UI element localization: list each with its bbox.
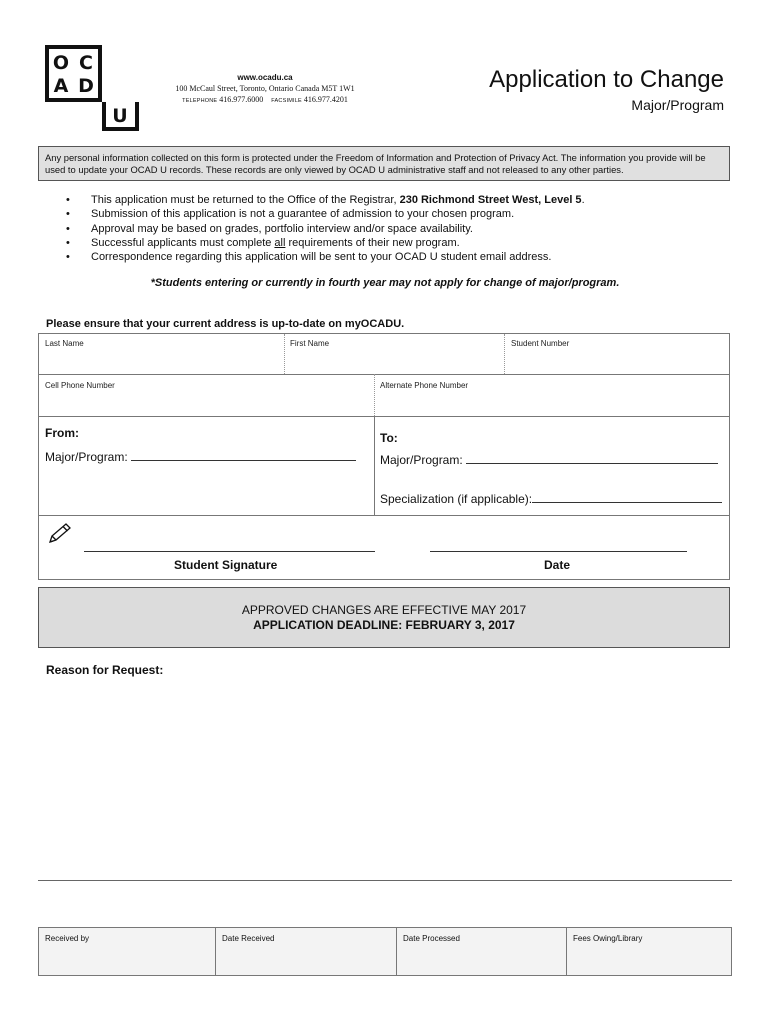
effective-date-text: APPROVED CHANGES ARE EFFECTIVE MAY 2017 bbox=[241, 603, 527, 617]
logo-letter-c: C bbox=[79, 52, 93, 74]
date-processed-label: Date Processed bbox=[403, 934, 460, 943]
bullet-text: This application must be returned to the Office of the Registrar, bbox=[91, 194, 400, 206]
divider bbox=[39, 416, 729, 417]
from-major-field[interactable] bbox=[45, 449, 356, 464]
specialization-line[interactable] bbox=[532, 491, 722, 503]
from-major-label: Major/Program: bbox=[45, 450, 132, 464]
bullet-text: Successful applicants must complete bbox=[91, 236, 275, 249]
alternate-phone-field[interactable]: Alternate Phone Number bbox=[380, 381, 469, 390]
list-item: • Approval may be based on grades, portfolio interview and/or space availability. bbox=[66, 222, 716, 236]
logo-letter-d: D bbox=[78, 75, 94, 97]
student-number-field[interactable]: Student Number bbox=[511, 339, 570, 348]
divider bbox=[284, 334, 285, 374]
student-info-form bbox=[38, 333, 730, 580]
logo-letter-o: O bbox=[52, 52, 70, 74]
divider bbox=[374, 416, 375, 515]
reason-label: Reason for Request: bbox=[46, 663, 164, 677]
list-item: • Submission of this application is not a guarantee of admission to your chosen program. bbox=[66, 207, 716, 221]
date-received-cell[interactable] bbox=[216, 928, 397, 975]
specialization-label: Specialization (if applicable): bbox=[380, 492, 533, 506]
received-by-label: Received by bbox=[45, 934, 90, 943]
deadline-text: APPLICATION DEADLINE: FEBRUARY 3, 2017 bbox=[253, 618, 515, 632]
cell-phone-field[interactable]: Cell Phone Number bbox=[45, 381, 115, 390]
phone-line bbox=[150, 94, 380, 107]
registrar-address: 230 Richmond Street West, Level 5 bbox=[399, 194, 582, 206]
logo-letter-u: U bbox=[112, 105, 128, 127]
logo-letter-a: A bbox=[53, 75, 69, 97]
reason-bottom-line bbox=[38, 880, 732, 881]
student-signature-label: Student Signature bbox=[174, 558, 278, 572]
date-received-label: Date Received bbox=[222, 934, 275, 943]
date-line[interactable] bbox=[430, 551, 687, 552]
form-title bbox=[489, 66, 724, 114]
street-address: 100 McCaul Street, Toronto, Ontario Canada M5T 1W1 bbox=[175, 84, 355, 93]
office-use-table bbox=[38, 927, 732, 976]
signature-line[interactable] bbox=[84, 551, 375, 552]
instructions-list bbox=[66, 193, 716, 264]
pencil-icon bbox=[47, 521, 73, 550]
page-title: Application to Change bbox=[489, 66, 724, 93]
website: www.ocadu.ca bbox=[237, 73, 293, 82]
page-subtitle: Major/Program bbox=[631, 97, 724, 113]
ocadu-logo bbox=[45, 45, 139, 131]
from-heading: From: bbox=[45, 426, 79, 440]
list-item: • Correspondence regarding this application will be sent to your OCAD U student email address. bbox=[66, 250, 716, 264]
date-processed-cell[interactable] bbox=[397, 928, 567, 975]
fourth-year-note: *Students entering or currently in fourth year may not apply for change of major/program. bbox=[150, 277, 620, 289]
bullet-text: . bbox=[581, 194, 585, 206]
bullet-text: requirements of their new program. bbox=[285, 236, 460, 249]
fees-owing-cell[interactable] bbox=[567, 928, 731, 975]
divider bbox=[39, 374, 729, 375]
specialization-field[interactable] bbox=[380, 491, 722, 506]
date-label: Date bbox=[544, 558, 571, 572]
to-heading: To: bbox=[380, 431, 398, 445]
fees-owing-label: Fees Owing/Library bbox=[573, 934, 643, 943]
facsimile-number: 416.977.4201 bbox=[303, 95, 348, 104]
divider bbox=[504, 334, 505, 374]
received-by-cell[interactable] bbox=[39, 928, 216, 975]
approved-changes-box bbox=[38, 587, 730, 648]
privacy-notice: Any personal information collected on this form is protected under the Freedom of Information and Protection of Privacy Act. The information you provide will be used to update your OCAD U records. These records are only viewed by OCAD U administrative staff and not released to any other parties. bbox=[38, 146, 730, 181]
institution-address bbox=[150, 72, 380, 107]
telephone-label: TELEPHONE bbox=[182, 98, 218, 104]
first-name-field[interactable]: First Name bbox=[290, 339, 330, 348]
to-major-label: Major/Program: bbox=[380, 453, 467, 467]
last-name-field[interactable]: Last Name bbox=[45, 339, 84, 348]
divider bbox=[39, 515, 729, 516]
emphasis-all: all bbox=[274, 236, 286, 249]
list-item bbox=[66, 193, 716, 207]
telephone-number: 416.977.6000 bbox=[219, 95, 264, 104]
to-major-field[interactable] bbox=[380, 452, 718, 467]
list-item bbox=[66, 236, 716, 250]
to-major-line[interactable] bbox=[466, 452, 718, 464]
address-notice: Please ensure that your current address is up-to-date on myOCADU. bbox=[46, 318, 405, 330]
from-major-line[interactable] bbox=[131, 449, 356, 461]
facsimile-label: FACSIMILE bbox=[271, 98, 302, 104]
divider bbox=[374, 374, 375, 416]
